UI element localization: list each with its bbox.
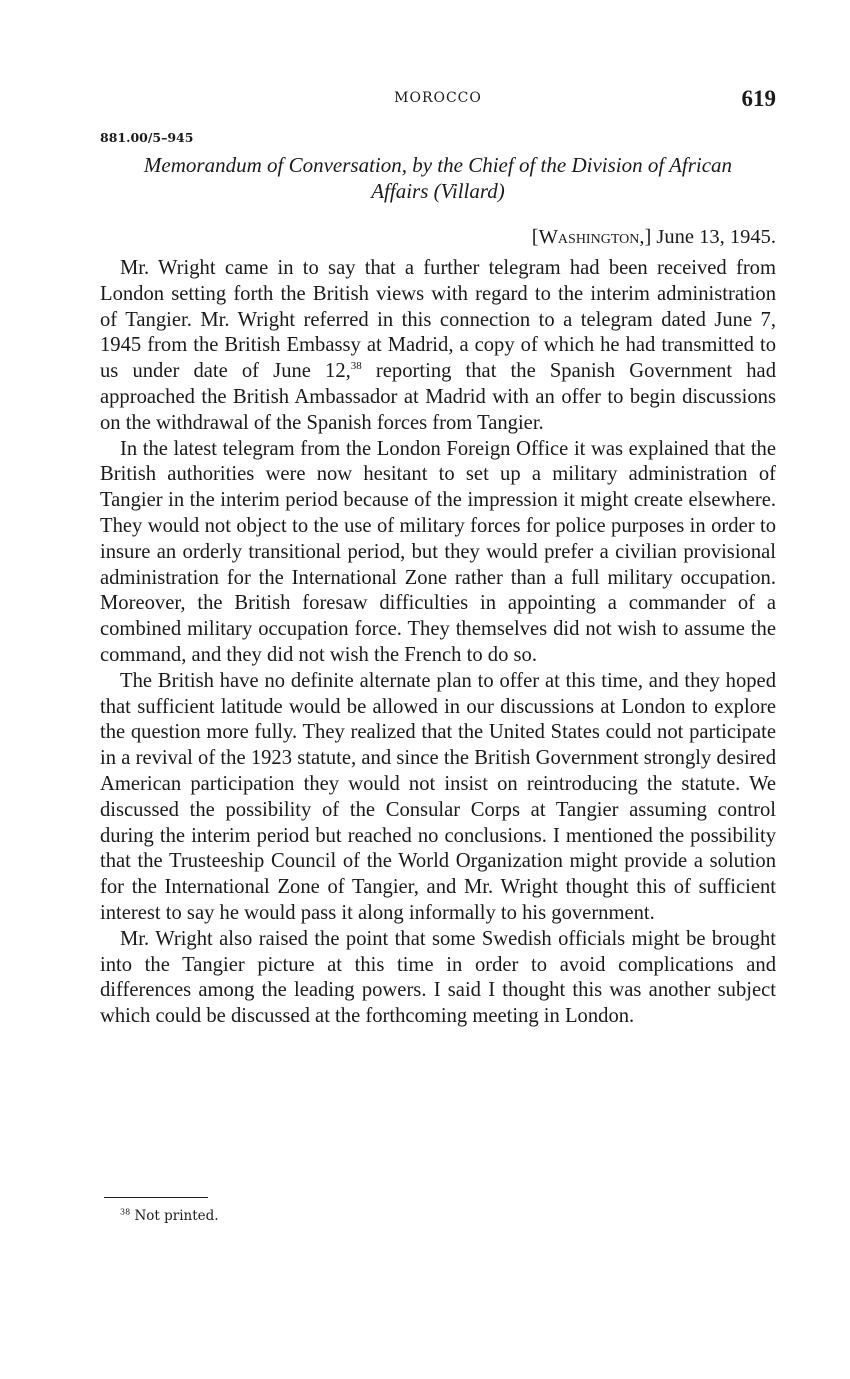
running-title: MOROCCO [394, 90, 482, 106]
dateline-place: Washington [538, 226, 640, 248]
page-number: 619 [741, 86, 776, 111]
footnote-marker: 38 [120, 1207, 131, 1217]
paragraph-4: Mr. Wright also raised the point that some Swedish officials might be brought into the Tangier picture at this time in order to avoid complications and differences among the leading powers. I said I thought this was another subject which could be discussed at the forthcoming meeting in London. [100, 927, 776, 1028]
paragraph-1-text-a: Mr. Wright came in to say that a further telegram had been received from London setting forth the British views with regard to the interim administration of Tangier. Mr. Wright referred in this connection to a telegram dated June 7, 1945 from the British Embassy at Madrid, a copy of which he had transmitted to us under date of June 12, [100, 257, 776, 383]
document-title-line-2: Affairs (Villard) [371, 179, 505, 203]
dateline-close: ,] [639, 226, 652, 248]
running-head [100, 86, 776, 116]
paragraph-3: The British have no definite alternate plan to offer at this time, and they hoped that sufficient latitude would be allowed in our discussions at London to explore the question more fully. They realized that the United States could not participate in a revival of the 1923 statute, and since the British Government strongly desired American participation they would not insist on reintroducing the statute. We discussed the possibility of the Consular Corps at Tangier assuming control during the interim period but reached no conclusions. I mentioned the possibility that the Trusteeship Council of the World Organization might provide a solution for the International Zone of Tangier, and Mr. Wright thought this of sufficient interest to say he would pass it along informally to his government. [100, 669, 776, 924]
memorandum-body [100, 256, 776, 1030]
paragraph-1 [100, 256, 776, 437]
paragraph-1-text-b: reporting that the Spanish Government had approached the British Ambassador at Madrid with an offer to begin discussions on the withdrawal of the Spanish forces from Tangier. [100, 360, 776, 434]
document-title-line-1: Memorandum of Conversation, by the Chief of the Division of African [143, 153, 733, 177]
paragraph-2: In the latest telegram from the London Foreign Office it was explained that the British authorities were now hesitant to set up a military administration of Tangier in the interim period because of the impression it might create elsewhere. They would not object to the use of military forces for police purposes in order to insure an orderly transitional period, but they would prefer a civilian provisional administration for the International Zone rather than a full military occupation. Moreover, the British foresaw difficulties in appointing a commander of a combined military occupation force. They themselves did not wish to assume the command, and they did not wish the French to do so. [100, 437, 776, 666]
footnote [120, 1208, 219, 1224]
footnote-divider [104, 1197, 208, 1198]
file-number: 881.00/5–945 [100, 130, 194, 145]
footnote-text: Not printed. [130, 1208, 219, 1224]
dateline-open: [ [531, 226, 539, 248]
dateline-date: June 13, 1945. [651, 226, 776, 248]
dateline [532, 226, 776, 249]
footnote-reference[interactable]: 38 [350, 360, 362, 373]
document-title [100, 152, 776, 204]
